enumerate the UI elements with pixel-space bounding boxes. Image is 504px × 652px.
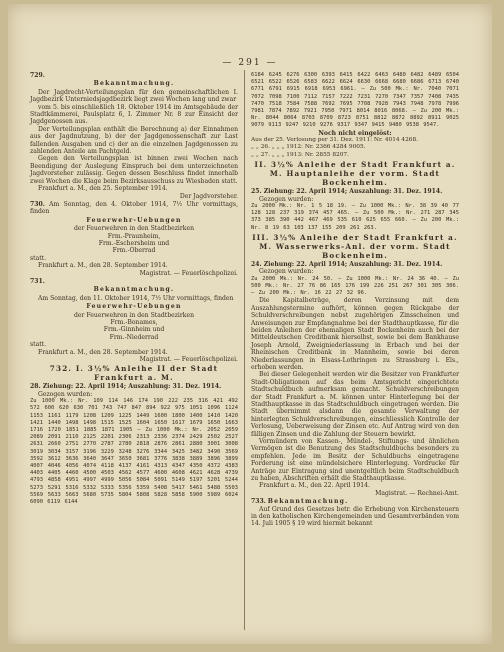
notice-title: Bekanntmachung. bbox=[267, 498, 349, 506]
section-title: II. 3½% Anleihe der Stadt Frankfurt a. M. Hauptanleihe der vorm. Stadt Bockenheim. bbox=[254, 160, 456, 188]
notice-subtitle: Feuerwehr-Uebungen bbox=[86, 303, 182, 311]
paragraph: Gezogen wurden: bbox=[259, 268, 314, 276]
paragraph: Bei dieser Gelegenheit werden wir die Besitzer von Frankfurter Stadt-Obligationen auf das beim Amtsgericht eingerichtete Stadtschuldbuch aufmerksam gemacht. Schuldverschreibungen der Stadt Frankfurt a. M. können unter Hinterlegung bei der Stadthauptkasse in das Stadtschuldbuch eingetragen werden. Die Stadt übernimmt alsdann die gesamte Verwaltung der hinterlegten Schuldverschreibungen, einschliesslich Kontrolle der Verlosung, Ueberweisung der Zinsen etc. Auf Antrag wird von den fälligen Zinsen und die Zahlung der Steuern bewirkt. bbox=[251, 371, 459, 438]
list-item: Frm.-Niederrad bbox=[109, 333, 159, 341]
notice-730 bbox=[30, 201, 238, 277]
notice-number: 730. bbox=[30, 200, 45, 208]
notice-title: Feuerwehr-Uebungen bbox=[86, 216, 182, 224]
list-item: Frm.-Ginnheim und bbox=[103, 326, 165, 334]
paragraph: statt. bbox=[30, 341, 47, 349]
notice-number: 732. bbox=[49, 364, 73, 374]
loan-section-3 bbox=[251, 233, 459, 497]
signature: Magistrat. — Rechnei-Amt. bbox=[375, 489, 459, 497]
column-divider bbox=[244, 70, 245, 630]
drawing-line: 24. Ziehung: 22. April 1914; Auszahlung: 31. Dez. 1914. bbox=[251, 260, 443, 268]
right-column bbox=[251, 72, 459, 529]
paragraph: Die Kapitalbeträge, deren Verzinsung mit dem Auszahlungstermine aufhört, können gegen Rückgabe der Schuldverschreibungen nebst zugehörigen Zinsscheinen und Anweisungen zur Empfangnahme bei der Stadthauptkasse, für die beiden Anleihen der ehemaligen Stadt Bockenheim auch bei der Mitteldeutschen Creditbank hierselbst, sowie bei dem Bankhause Joseph Arnold, Zweigniederlassung in Erbach und bei der Rheinischen Creditbank in Mannheim, sowie bei deren Niederlassungen in Elsass-Lothringen zu Strassburg i. Els., erhoben werden. bbox=[251, 297, 459, 371]
paragraph: Vormündern von Kassen-, Mündel-, Stiftungs- und ähnlichen Vermögen ist die Benutzung des Stadtschuldbuchs besonders zu empfehlen. Jede im Besitz der Schuldbuchs eingetragene Forderung ist eine mündelsichere Hinterlegung. Vordrucke für Anträge zur Eintragung sind unentgeltlich beim Stadtschuldbuch zu haben, Abschriften erhält die Stadthauptkasse. bbox=[251, 438, 459, 483]
list-item: Frm.-Oberrad bbox=[112, 247, 156, 255]
signature: Magistrat. — Feuerlöschpolizei. bbox=[139, 269, 238, 277]
date-line: Frankfurt a. M., den 28. September 1914. bbox=[38, 348, 168, 356]
notice-729 bbox=[30, 72, 238, 200]
date-line: Frankfurt a. M., den 28. September 1914. bbox=[38, 262, 168, 270]
paragraph: Gezogen wurden: bbox=[38, 390, 93, 398]
list-item: Frm.-Eschersheim und bbox=[98, 239, 170, 247]
signature: Der Jagdvorsteher. bbox=[179, 192, 238, 200]
list-item: „ „ 27. „ „ „ 1913: Nr. 2855 8207. bbox=[251, 151, 349, 158]
section-title: III. 3½% Anleihe der Stadt Frankfurt a. M. Wasserwerks-Anl. der vorm. Stadt Bockenheim. bbox=[252, 232, 458, 260]
notice-title: Bekanntmachung. bbox=[93, 286, 175, 294]
left-column bbox=[30, 72, 238, 507]
paragraph: statt. bbox=[30, 254, 47, 262]
notice-title: Bekanntmachung. bbox=[93, 80, 175, 88]
notice-number: 731. bbox=[30, 277, 45, 285]
number-list: Zu 1000 Mk.: Nr. 109 114 146 174 190 222 235 316 421 492 572 600 620 630 701 743 747 847 894 922 975 1051 1096 1124 1153 1161 1179 1208 1209 1225 1449 1600 1800 1400 1410 1420 1421 1440 1498 1498 1515 1525 1604 1650 1617 1679 1650 1663 1716 1720 1851 1885 1871 1905 — Zu 1000 Mk.: Nr. 2052 2059 2089 2091 2110 2125 2201 2306 2313 2336 2374 2429 2502 2527 2631 2660 2751 2770 2787 2780 2818 2876 2861 2880 3001 3008 3019 3034 3157 3196 3229 3248 3276 3344 3425 3482 3490 3569 3592 3612 3636 3640 3647 3650 3681 3776 3838 3889 3896 3899 4007 4046 4056 4074 4118 4137 4161 4313 4347 4350 4372 4383 4403 4405 4460 4500 4503 4562 4577 4600 4608 4621 4628 4739 4793 4858 4951 4997 4999 5056 5084 5091 5149 5197 5201 5244 5273 5291 5316 5332 5333 5356 5359 5408 5417 5461 5488 5503 5569 5633 5663 5680 5735 5804 5808 5828 5858 5900 5989 6024 6090 6119 6144 bbox=[30, 398, 238, 506]
date-line: Frankfurt a. M., den 25. September 1914. bbox=[38, 185, 168, 193]
loan-section-2 bbox=[251, 160, 459, 232]
signature: Magistrat. — Feuerlöschpolizei. bbox=[139, 356, 238, 364]
paragraph: Gezogen wurden: bbox=[259, 195, 314, 203]
drawing-line: 25. Ziehung: 22. April 1914; Auszahlung: 31. Dez. 1914. bbox=[251, 188, 443, 196]
notice-number: 733. bbox=[251, 498, 266, 506]
number-list: Zu 2000 Mk.: Nr. 1 5 18 19. — Zu 1000 Mk.: Nr. 38 39 40 77 128 128 237 319 374 457 465. — Zu 500 Mk.: Nr. 271 287 345 373 385 390 442 467 469 535 610 625 655 660. — Zu 200 Mk.: Nr. 8 19 63 103 137 155 209 261 263. bbox=[251, 203, 459, 231]
number-list: 6184 6245 6276 6300 6393 6415 6422 6463 6480 6482 6489 6504 6521 6522 6526 6583 6622 6624 6630 6668 6680 6686 6713 6740 6771 6791 6915 6918 6953 6961. — Zu 500 Mk.: Nr. 7040 7071 7072 7098 7100 7112 7157 7222 7231 7270 7347 7357 7408 7435 7470 7518 7584 7588 7692 7695 7708 7928 7943 7948 7978 7996 7981 7874 7892 7921 7950 7971 8014 8016 8068. — Zu 200 Mk.: Nr. 8044 8064 8703 8709 8723 8751 8812 8872 8892 8911 9025 9079 9113 9247 9210 9276 9317 9347 9415 9480 9538 9547. bbox=[251, 72, 459, 129]
drawing-line: 28. Ziehung: 22. April 1914; Auszahlung: 31. Dez. 1914. bbox=[30, 383, 222, 391]
section-label: Noch nicht eingelöst: bbox=[318, 129, 392, 137]
paragraph: Der Verteilungsplan enthält die Berechnung a) der Einnahmen aus der Jagdnutzung, b) der der Jagdgenossenschaft zur Last fallenden Ausgaben und c) der an die einzelnen Jagdgenossen zu zahlenden Anteile am Pachtgeld. bbox=[30, 125, 238, 156]
notice-731 bbox=[30, 278, 238, 363]
notice-number: 729. bbox=[30, 72, 45, 79]
notice-732 bbox=[30, 364, 238, 506]
number-list: Zu 2000 Mk.: Nr. 24 50. — Zu 1000 Mk.: Nr. 24 36 40. — Zu 500 Mk.: Nr. 27 76 86 165 176 199 226 251 267 301 305 306. — Zu 200 Mk.: Nr. 16 22 27 32 96. bbox=[251, 275, 459, 297]
paragraph: Am Sonntag, den 11. Oktober 1914, 7½ Uhr vormittags, finden bbox=[38, 294, 234, 302]
paragraph: der Feuerwehren in den Stadtbezirken bbox=[73, 311, 195, 319]
document-page bbox=[8, 4, 492, 644]
paragraph: Gegen den Verteilungsplan ist binnen zwei Wochen nach Beendigung der Auslegung Einspruch bei dem unterzeichneten Jagdvorsteher zulässig. Gegen dessen Beschluss findet innerhalb zwei Wochen die Klage beim Bezirksausschuss zu Wiesbaden statt. bbox=[30, 155, 238, 185]
list-item: Frm.-Bonames, bbox=[110, 319, 158, 326]
paragraph: Der Jagdrecht-Verteilungsplan für den gemeinschaftlichen I. Jagdbezirk Unterniedsjagdbezirk liegt zwei Wochen lang und zwar bbox=[30, 88, 238, 104]
list-item: „ „ 26. „ „ „ 1912: Nr. 2366 4284 9005. bbox=[251, 144, 366, 151]
notice-title: I. 3½% Anleihe II der Stadt Frankfurt a. M. bbox=[75, 364, 219, 383]
page-number: — 291 — bbox=[222, 58, 278, 68]
list-item: Aus der 25. Verlosung per 31. Dez. 1911: Nr. 4014 4268. bbox=[251, 137, 419, 144]
paragraph: vom 5. bis einschließlich 18. Oktober 1914 im Amtsgebäude der Stadtkämmerei, Paulsplatz 6, I. Zimmer Nr. 8 zur Einsicht der Jagdgenossen aus. bbox=[30, 103, 238, 126]
paragraph: Am Sonntag, den 4. Oktober 1914, 7½ Uhr vormittags, finden bbox=[30, 200, 239, 216]
list-item: Frm.-Praunheim, bbox=[107, 232, 161, 240]
date-line: Frankfurt a. M., den 22. April 1914. bbox=[259, 482, 370, 490]
paragraph: Auf Grund des Gesetzes betr. die Erhebung von Kirchensteuern in den katholischen Kirchengemeinden und Gesamtverbänden vom 14. Juli 1905 § 19 wird hiermit bekannt bbox=[251, 505, 459, 528]
notice-733 bbox=[251, 498, 459, 528]
paragraph: der Feuerwehren in den Stadtbezirken bbox=[73, 225, 195, 233]
